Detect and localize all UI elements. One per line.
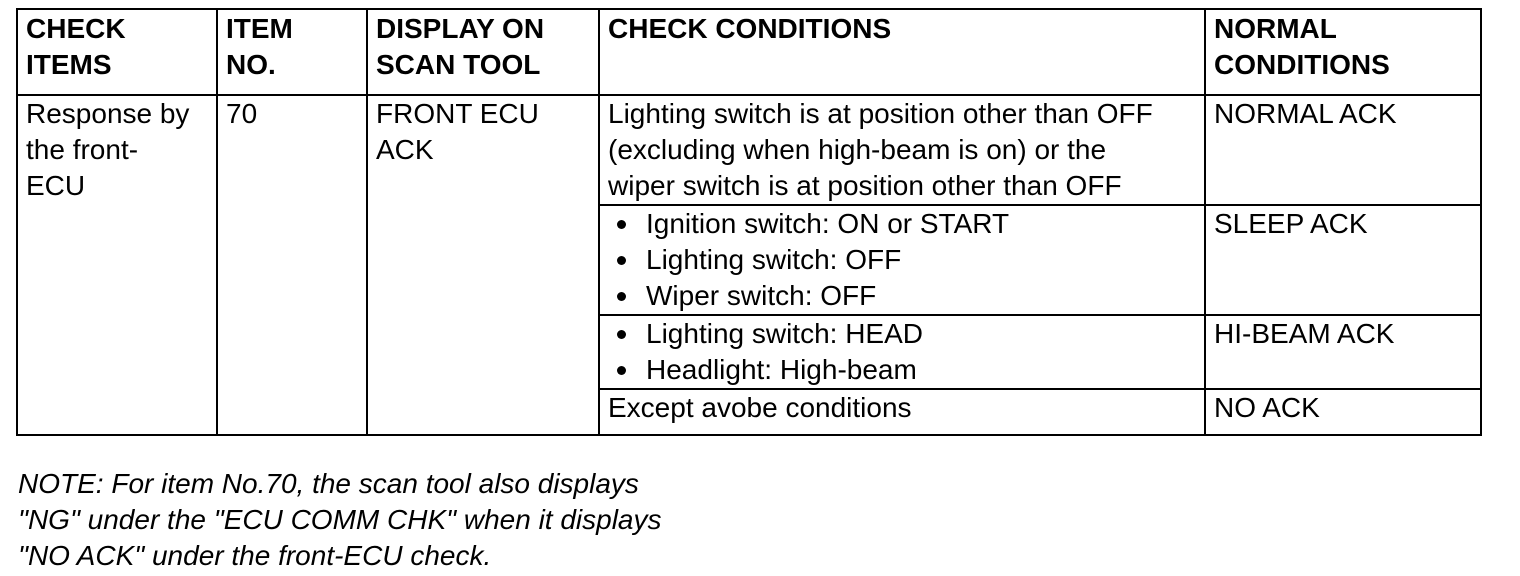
table-row	[17, 95, 1481, 205]
normal-condition-cell: HI-BEAM ACK	[1205, 315, 1481, 389]
list-item: Lighting switch: HEAD	[608, 316, 1196, 352]
header-row	[17, 9, 1481, 95]
bullet-icon	[617, 256, 626, 265]
condition-cell: Lighting switch is at position other than OFF (excluding when high-beam is on) or the wiper switch is at position other than OFF	[599, 95, 1205, 205]
normal-condition-cell: NO ACK	[1205, 389, 1481, 435]
bullet-icon	[617, 366, 626, 375]
list-item: Lighting switch: OFF	[608, 242, 1196, 278]
check-table	[16, 8, 1482, 436]
header-check-conditions: CHECK CONDITIONS	[599, 9, 1205, 95]
condition-cell: Except avobe conditions	[599, 389, 1205, 435]
normal-condition-cell: SLEEP ACK	[1205, 205, 1481, 315]
header-display-on-scan-tool: DISPLAY ON SCAN TOOL	[367, 9, 599, 95]
list-item: Wiper switch: OFF	[608, 278, 1196, 314]
list-item: Headlight: High-beam	[608, 352, 1196, 388]
display-cell: FRONT ECU ACK	[367, 95, 599, 435]
note-text: NOTE: For item No.70, the scan tool also displays "NG" under the "ECU COMM CHK" when it displays "NO ACK" under the front-ECU check.	[18, 468, 662, 571]
condition-cell	[599, 315, 1205, 389]
list-item: Ignition switch: ON or START	[608, 206, 1196, 242]
bullet-icon	[617, 330, 626, 339]
check-item-cell: Response by the front- ECU	[17, 95, 217, 435]
bullet-icon	[617, 292, 626, 301]
header-check-items: CHECK ITEMS	[17, 9, 217, 95]
header-normal-conditions: NORMAL CONDITIONS	[1205, 9, 1481, 95]
bullet-icon	[617, 220, 626, 229]
condition-list	[608, 316, 1196, 388]
item-no-cell: 70	[217, 95, 367, 435]
condition-list	[608, 206, 1196, 314]
condition-cell	[599, 205, 1205, 315]
normal-condition-cell: NORMAL ACK	[1205, 95, 1481, 205]
header-item-no: ITEM NO.	[217, 9, 367, 95]
